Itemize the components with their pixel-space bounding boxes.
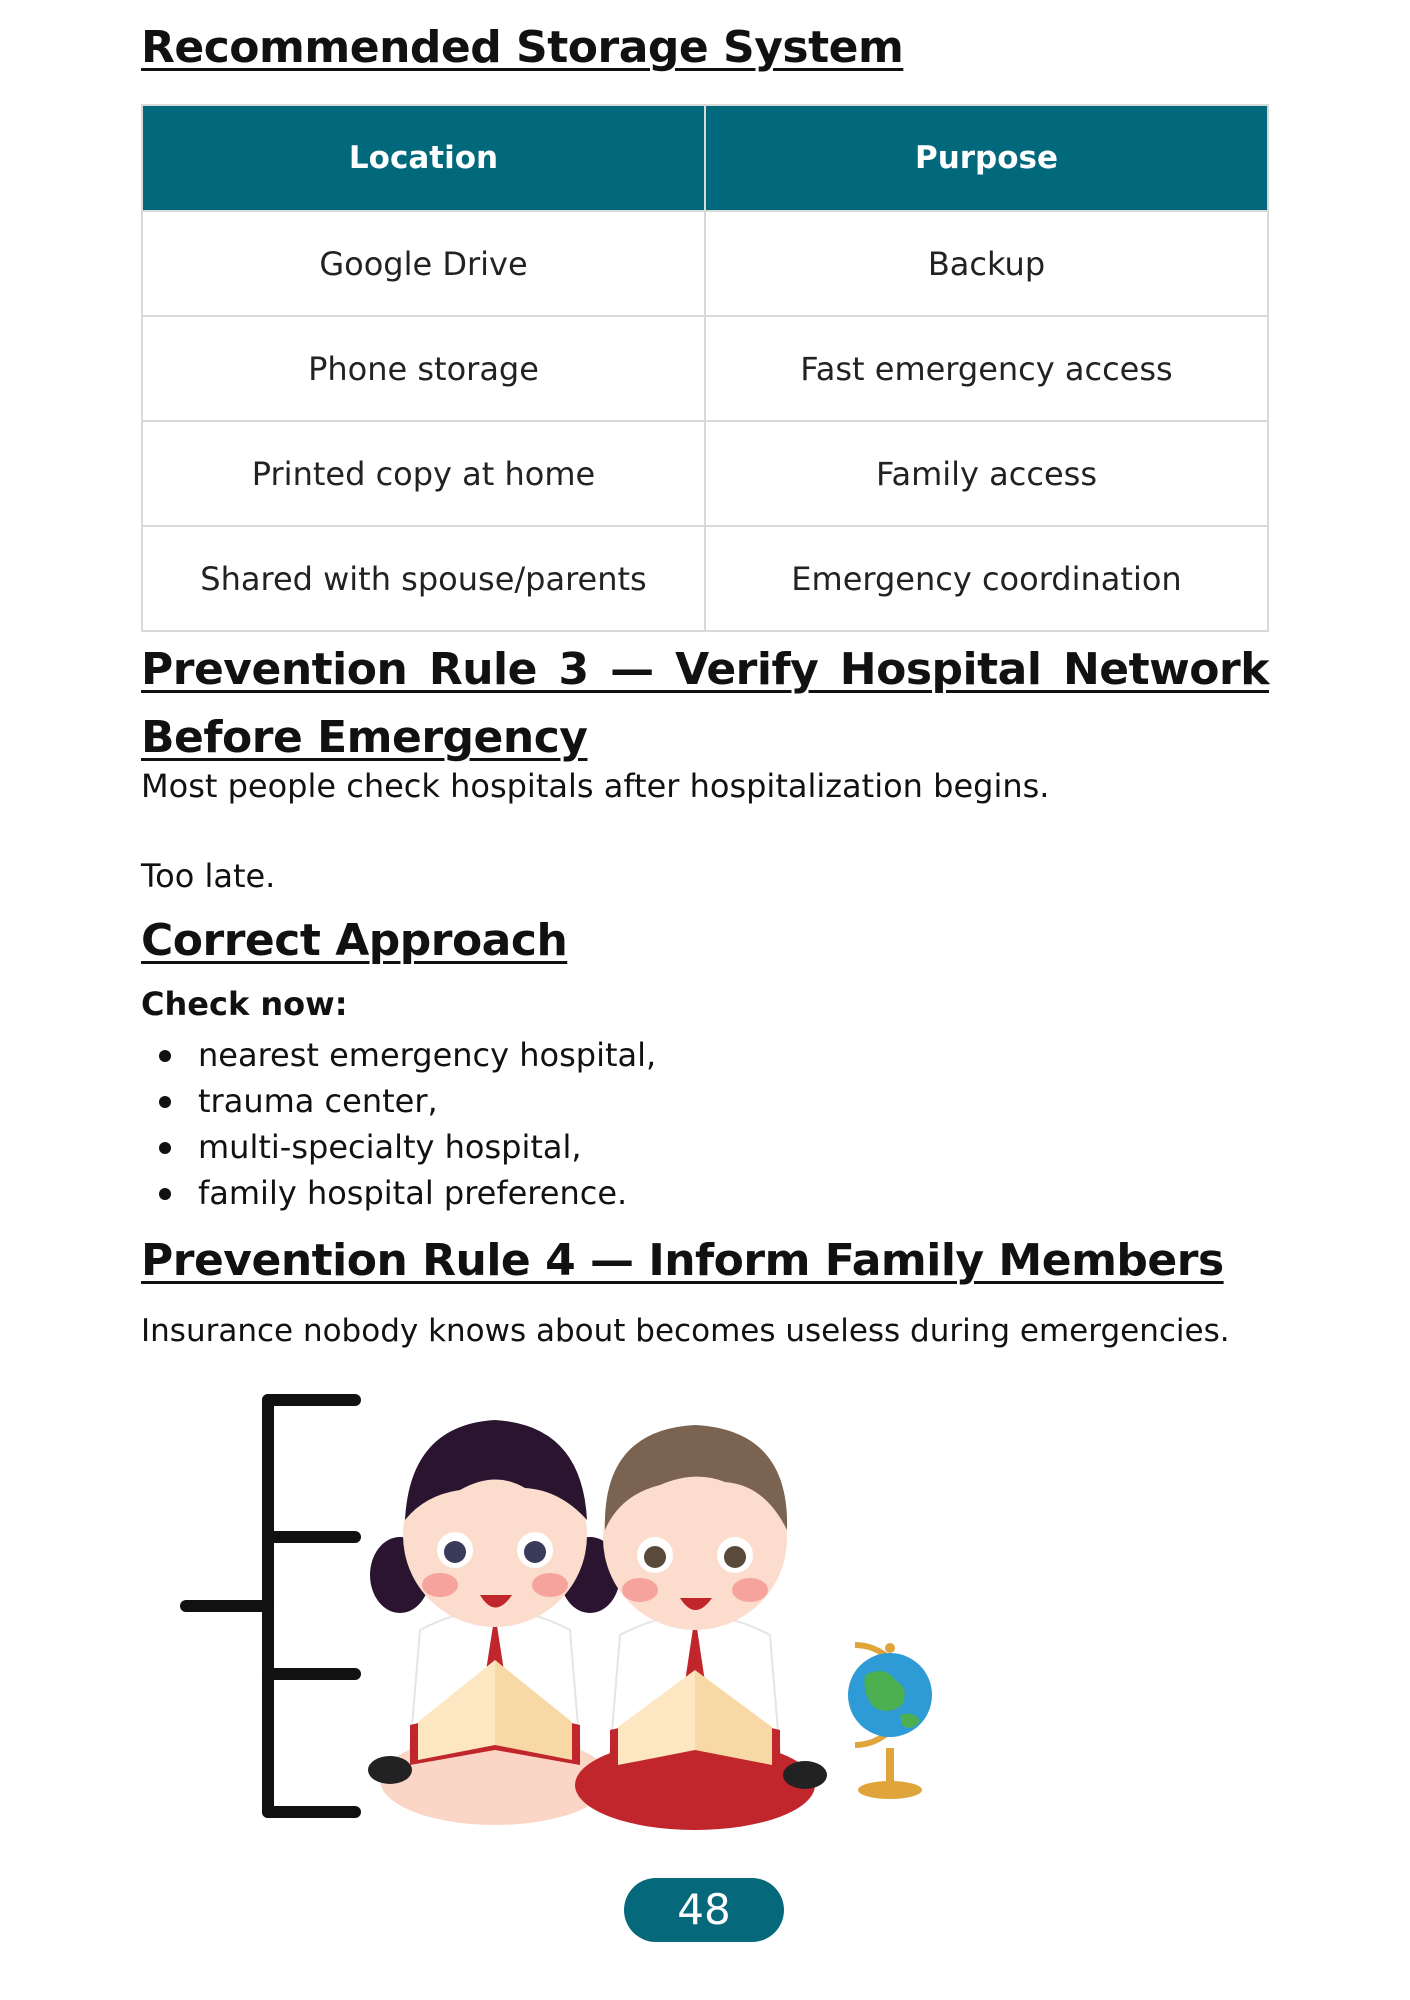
table-row [142,421,1268,526]
list-item-text: multi-specialty hospital, [198,1128,582,1166]
table-header-row [142,105,1268,211]
list-item-text: nearest emergency hospital, [198,1036,657,1074]
table-cell: Phone storage [142,316,705,421]
list-item [141,1078,656,1124]
page-number-badge: 48 [624,1878,784,1942]
bullet-icon [159,1188,171,1200]
table-cell: Fast emergency access [705,316,1268,421]
list-item [141,1032,656,1078]
table-cell: Shared with spouse/parents [142,526,705,631]
list-item-text: trauma center, [198,1082,438,1120]
list-item [141,1170,656,1216]
bullet-icon [159,1142,171,1154]
table-row [142,526,1268,631]
children-reading-illustration [150,1370,1010,1850]
column-header-purpose: Purpose [705,105,1268,211]
boy-reading-book [575,1425,827,1830]
approach-heading: Correct Approach [141,915,568,966]
column-header-location: Location [142,105,705,211]
rule4-heading: Prevention Rule 4 — Inform Family Members [141,1235,1224,1286]
check-now-label: Check now: [141,985,348,1023]
list-item [141,1124,656,1170]
rule4-paragraph: Insurance nobody knows about becomes useless during emergencies. [141,1313,1230,1349]
table-cell: Google Drive [142,211,705,316]
bullet-icon [159,1050,171,1062]
list-item-text: family hospital preference. [198,1174,628,1212]
rule3-paragraph: Most people check hospitals after hospitalization begins. [141,767,1050,805]
table-cell: Printed copy at home [142,421,705,526]
storage-table [141,104,1269,632]
hospital-checklist [141,1032,656,1216]
rule3-conclusion: Too late. [141,857,276,895]
girl-reading-book [368,1420,620,1825]
table-cell: Backup [705,211,1268,316]
rule3-heading: Prevention Rule 3 — Verify Hospital Network Before Emergency [141,644,1269,763]
globe-icon [848,1643,932,1799]
table-cell: Emergency coordination [705,526,1268,631]
table-row [142,316,1268,421]
family-tree-bracket-icon [186,1400,355,1812]
storage-heading: Recommended Storage System [141,22,904,73]
table-row [142,211,1268,316]
bullet-icon [159,1096,171,1108]
table-cell: Family access [705,421,1268,526]
